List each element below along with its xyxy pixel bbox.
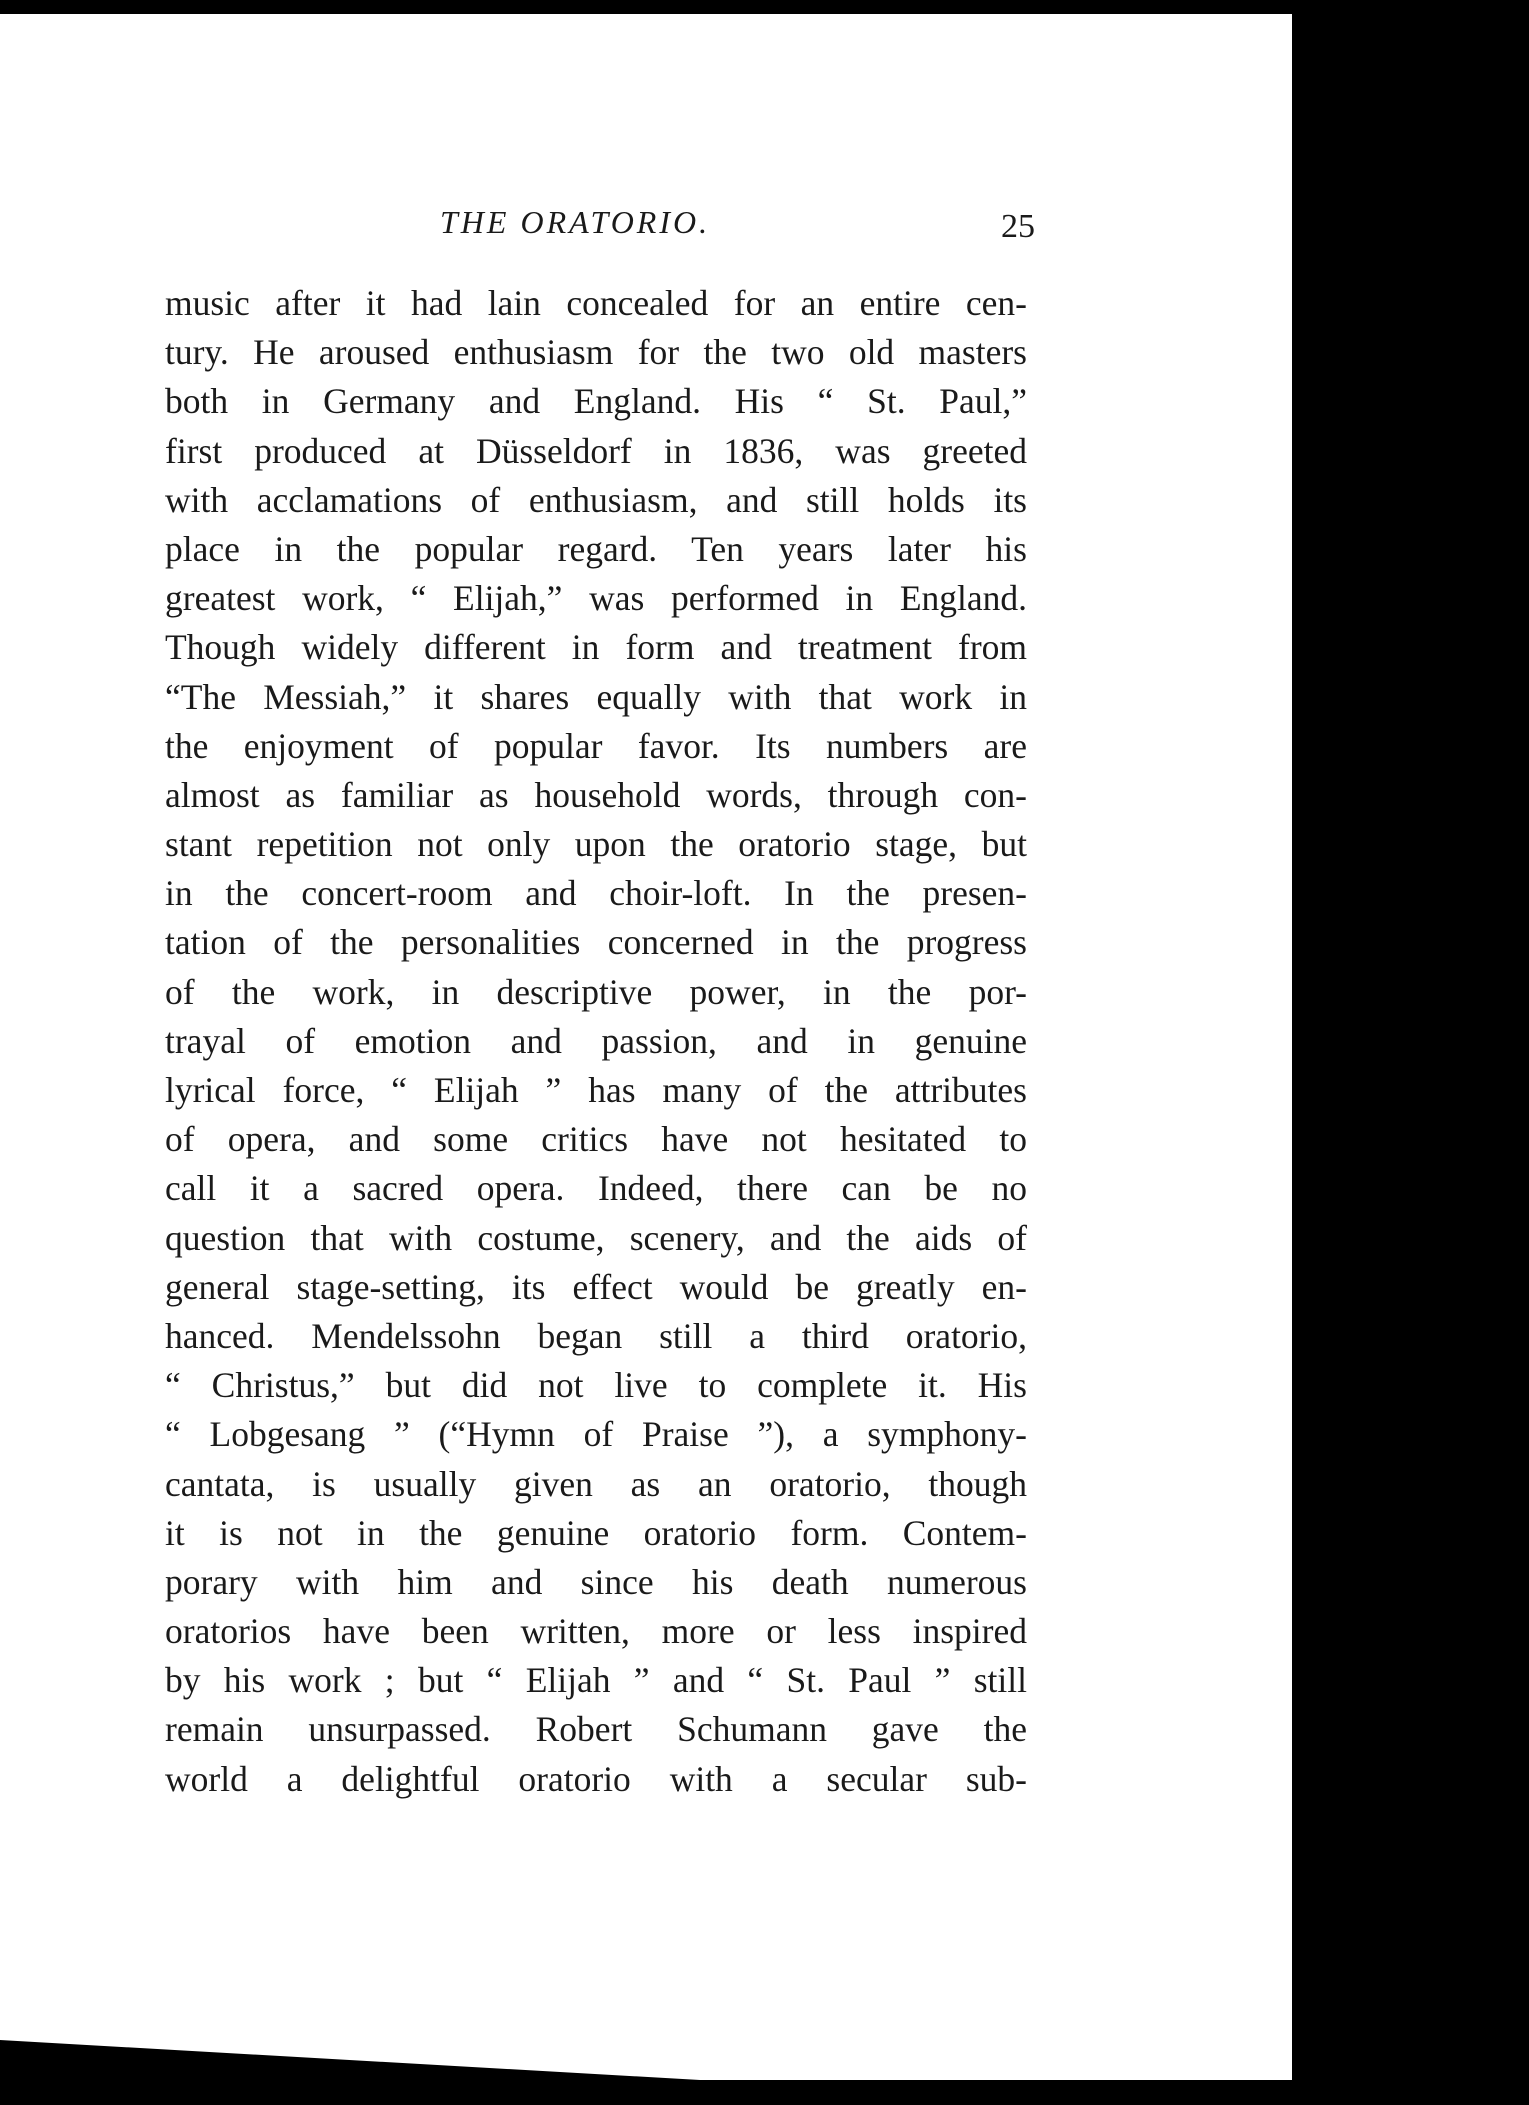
text-line: stant repetition not only upon the oratorio stage, but [165, 824, 1027, 865]
body-paragraph [165, 279, 1027, 1804]
text-line: it is not in the genuine oratorio form. Contem- [165, 1512, 1027, 1553]
text-line: oratorios have been written, more or less inspired [165, 1611, 1027, 1652]
text-line: “The Messiah,” it shares equally with that work in [165, 676, 1027, 717]
text-line: Though widely different in form and treatment from [165, 627, 1027, 668]
text-line: by his work ; but “ Elijah ” and “ St. Paul ” still [165, 1660, 1027, 1701]
text-line: in the concert-room and choir-loft. In the presen- [165, 873, 1027, 914]
page-top-edge [0, 14, 1292, 64]
text-line: music after it had lain concealed for an entire cen- [165, 283, 1027, 323]
text-line: tation of the personalities concerned in the progress [165, 922, 1027, 963]
running-title: THE ORATORIO. [440, 204, 711, 240]
text-line: tury. He aroused enthusiasm for the two old masters [165, 332, 1027, 373]
text-line: remain unsurpassed. Robert Schumann gave the [165, 1709, 1027, 1750]
text-line: “ Christus,” but did not live to complete it. His [165, 1365, 1027, 1406]
text-line: call it a sacred opera. Indeed, there can be no [165, 1168, 1027, 1209]
text-line: world a delightful oratorio with a secular sub- [165, 1758, 1027, 1799]
text-line: with acclamations of enthusiasm, and still holds its [165, 479, 1027, 520]
text-line: hanced. Mendelssohn began still a third oratorio, [165, 1315, 1027, 1356]
text-line: general stage-setting, its effect would be greatly en- [165, 1266, 1027, 1307]
text-line: lyrical force, “ Elijah ” has many of the attributes [165, 1070, 1027, 1110]
book-page [0, 14, 1292, 2080]
text-line: first produced at Düsseldorf in 1836, was greeted [165, 430, 1027, 471]
running-head [155, 204, 1035, 254]
text-line: almost as familiar as household words, through con- [165, 774, 1027, 815]
text-line: greatest work, “ Elijah,” was performed in England. [165, 578, 1027, 619]
text-line: both in Germany and England. His “ St. Paul,” [165, 381, 1027, 422]
text-line: trayal of emotion and passion, and in genuine [165, 1020, 1027, 1061]
text-line: “ Lobgesang ” (“Hymn of Praise ”), a symphony- [165, 1414, 1027, 1455]
text-line: cantata, is usually given as an oratorio, though [165, 1463, 1027, 1504]
text-line: porary with him and since his death numerous [165, 1561, 1027, 1602]
text-line: of the work, in descriptive power, in the por- [165, 971, 1027, 1012]
text-line: of opera, and some critics have not hesitated to [165, 1119, 1027, 1160]
page-number: 25 [1001, 208, 1035, 245]
text-line: place in the popular regard. Ten years later his [165, 528, 1027, 569]
text-line: question that with costume, scenery, and the aids of [165, 1217, 1027, 1258]
page-bottom-edge [0, 2040, 700, 2080]
text-line: the enjoyment of popular favor. Its numbers are [165, 725, 1027, 766]
